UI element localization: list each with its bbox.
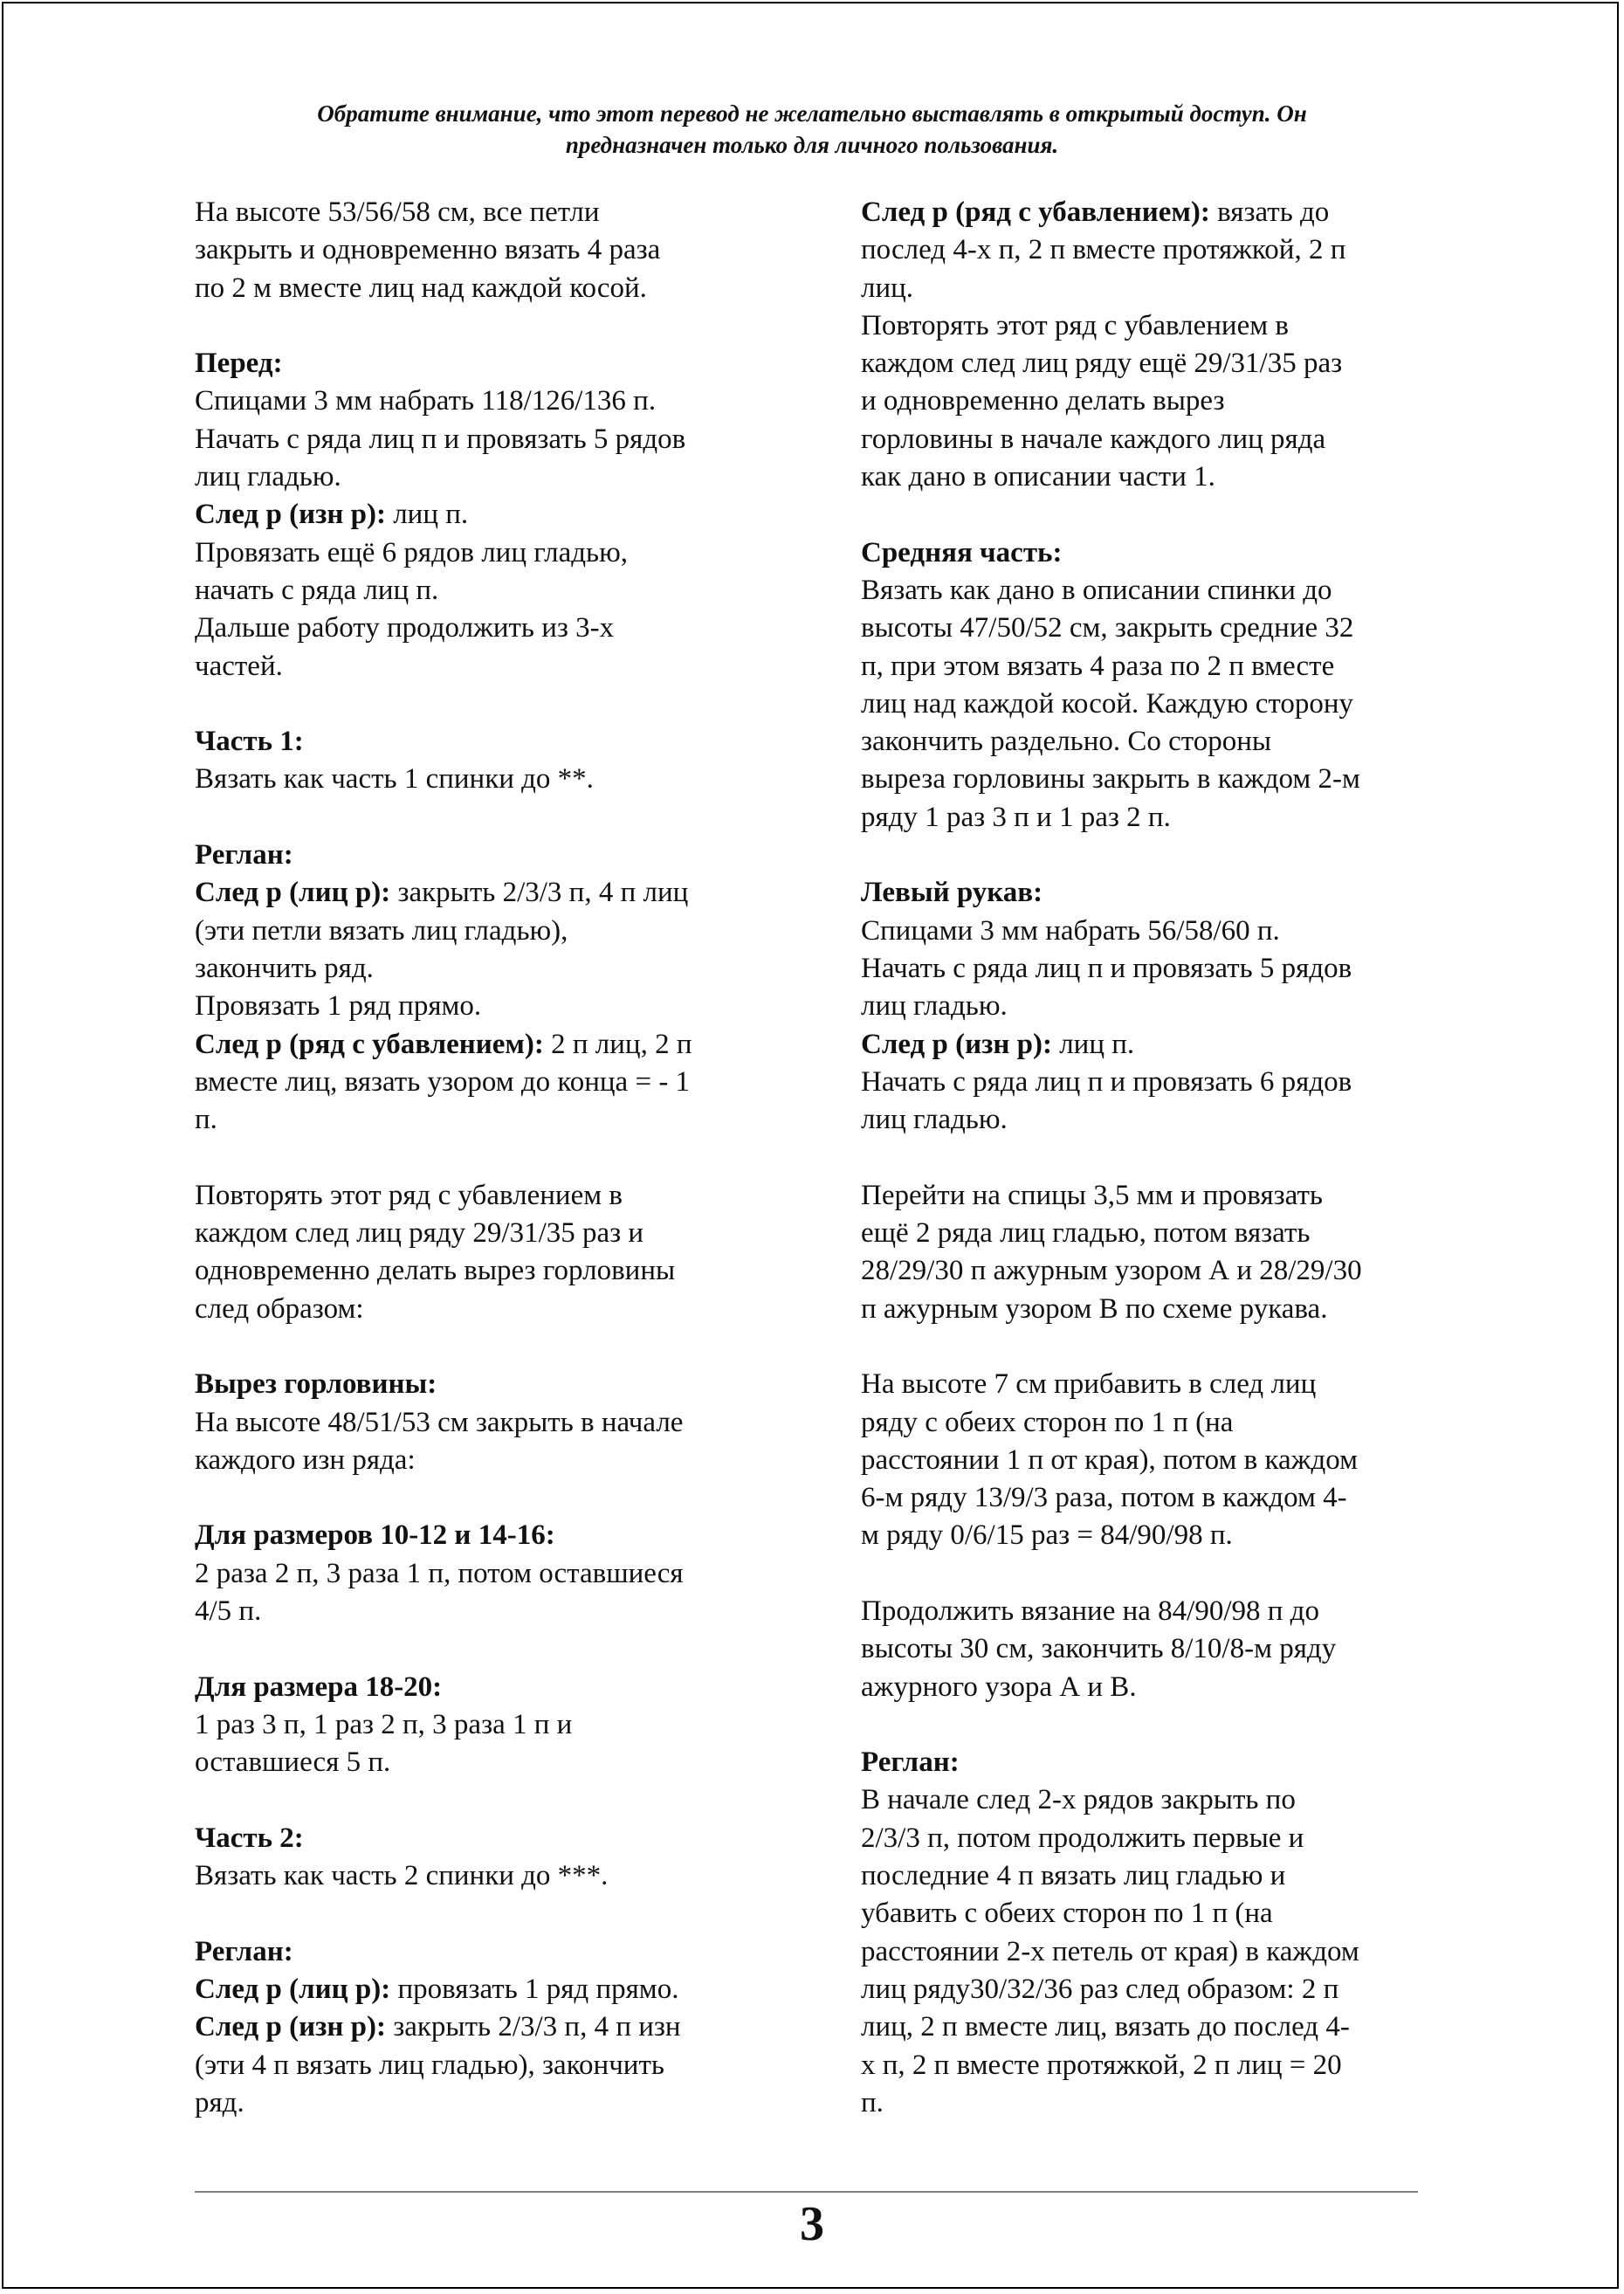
sleeve-heading: Левый рукав:: [861, 877, 1043, 909]
notice-line-2: предназначен только для личного пользования.: [565, 132, 1059, 158]
neck-text: На высоте 48/51/53 см закрыть в начале каждого изн ряда:: [195, 1406, 684, 1476]
raglan2-row1-label: След р (лиц р):: [195, 1973, 391, 2005]
raglan2-heading: Реглан:: [195, 1935, 293, 1967]
page-number: 3: [800, 2197, 824, 2251]
raglan2-row1-text: провязать 1 ряд прямо.: [390, 1973, 679, 2005]
front-text: Спицами 3 мм набрать 118/126/136 п. Начать с ряда лиц п и провязать 5 рядов лиц гладью.: [195, 385, 686, 493]
privacy-notice: [175, 98, 1449, 161]
raglan2-row2-text: закрыть 2/3/3 п, 4 п изн (эти 4 п вязать лиц гладью), закончить ряд.: [195, 2011, 681, 2118]
front-heading: Перед:: [195, 348, 283, 380]
part1-text: Вязать как часть 1 спинки до **.: [195, 763, 594, 796]
sleeve-text: Спицами 3 мм набрать 56/58/60 п. Начать с ряда лиц п и провязать 5 рядов лиц гладью.: [861, 914, 1352, 1023]
raglan1-row1-paragraph: [195, 874, 788, 988]
notice-line-1: Обратите внимание, что этот перевод не желательно выставлять в открытый доступ. Он: [317, 100, 1307, 127]
raglan1-row1-text: закрыть 2/3/3 п, 4 п лиц (эти петли вязать лиц гладью), закончить ряд.: [195, 877, 689, 984]
part1-heading: Часть 1:: [195, 726, 304, 758]
raglan1-row2-paragraph: [195, 1026, 788, 1140]
sizes1-heading: Для размеров 10-12 и 14-16:: [195, 1519, 555, 1552]
repeat-paragraph: Повторять этот ряд с убавлением в каждом след лиц ряду 29/31/35 раз и одновременно делать вырез горловины след образом:: [195, 1179, 676, 1325]
decrease-row-paragraph: [861, 194, 1455, 307]
raglan2-row2-paragraph: [195, 2008, 788, 2122]
raglan2-row2-label: След р (изн р):: [195, 2011, 386, 2043]
raglan1-text: Провязать 1 ряд прямо.: [195, 990, 482, 1023]
continue-paragraph: Продолжить вязание на 84/90/98 п до высоты 30 см, закончить 8/10/8-м ряду ажурного узора А и В.: [861, 1595, 1337, 1703]
size2-text: 1 раз 3 п, 1 раз 2 п, 3 раза 1 п и оставшиеся 5 п.: [195, 1708, 573, 1779]
size2-heading: Для размера 18-20:: [195, 1671, 443, 1703]
raglan2-row1-paragraph: [195, 1971, 788, 2008]
sleeve-raglan-heading: Реглан:: [861, 1746, 960, 1779]
sleeve-raglan-text: В начале след 2-х рядов закрыть по 2/3/3 п, потом продолжить первые и последние 4 п вязать лиц гладью и убавить с обеих сторон по 1 п (на расстоянии 2-х петель от края) в каждом лиц ряду30/32/36 раз след образом: 2 п лиц, 2 п вместе лиц, вязать до послед 4- х п, 2 п вместе протяжкой, 2 п лиц = 20 п.: [861, 1784, 1359, 2118]
increase-paragraph: На высоте 7 см прибавить в след лиц ряду с обеих сторон по 1 п (на расстоянии 1 п от края), потом в каждом 6-м ряду 13/9/3 раза, потом в каждом 4- м ряду 0/6/15 раз = 84/90/98 п.: [861, 1368, 1359, 1552]
sleeve-row-label: След р (изн р):: [861, 1028, 1052, 1060]
neck-heading: Вырез горловины:: [195, 1368, 437, 1401]
raglan1-row2-label: След р (ряд с убавлением):: [195, 1028, 544, 1060]
front-row-paragraph: [195, 496, 788, 534]
right-repeat-paragraph: Повторять этот ряд с убавлением в каждом след лиц ряду ещё 29/31/35 раз и одновременно делать вырез горловины в начале каждого лиц ряда как дано в описании части 1.: [861, 309, 1343, 493]
raglan1-heading: Реглан:: [195, 839, 293, 871]
front-row-label: След р (изн р):: [195, 499, 386, 531]
raglan1-row2-text: 2 п лиц, 2 п вместе лиц, вязать узором до конца = - 1 п.: [195, 1028, 692, 1136]
sleeve-text-2: Начать с ряда лиц п и провязать 6 рядов лиц гладью.: [861, 1065, 1352, 1136]
middle-heading: Средняя часть:: [861, 536, 1063, 568]
needles-paragraph: Перейти на спицы 3,5 мм и провязать ещё 2 ряда лиц гладью, потом вязать 28/29/30 п ажурным узором А и 28/29/30 п ажурным узором В по схеме рукава.: [861, 1179, 1362, 1325]
front-text-2: Провязать ещё 6 рядов лиц гладью, начать с ряда лиц п. Дальше работу продолжить из 3-х частей.: [195, 536, 628, 682]
part2-heading: Часть 2:: [195, 1822, 304, 1854]
sleeve-row-paragraph: [861, 1026, 1455, 1064]
raglan1-row1-label: След р (лиц р):: [195, 877, 391, 909]
footer-divider: [195, 2191, 1418, 2193]
intro-paragraph: На высоте 53/56/58 см, все петли закрыть и одновременно вязать 4 раза по 2 м вместе лиц над каждой косой.: [195, 196, 661, 304]
decrease-row-text: вязать до послед 4-х п, 2 п вместе протяжкой, 2 п лиц.: [861, 196, 1346, 304]
sleeve-row-text: лиц п.: [1051, 1028, 1135, 1060]
part2-text: Вязать как часть 2 спинки до ***.: [195, 1860, 609, 1892]
decrease-row-label: След р (ряд с убавлением):: [861, 196, 1210, 228]
front-row-text: лиц п.: [385, 499, 469, 531]
left-column: [195, 194, 788, 2122]
right-column: [861, 194, 1455, 2122]
sizes1-text: 2 раза 2 п, 3 раза 1 п, потом оставшиеся 4/5 п.: [195, 1557, 684, 1627]
middle-text: Вязать как дано в описании спинки до высоты 47/50/52 см, закрыть средние 32 п, при этом вязать 4 раза по 2 п вместе лиц над каждой косой. Каждую сторону закончить раздельно. Со стороны выреза горловины закрыть в каждом 2-м ряду 1 раз 3 п и 1 раз 2 п.: [861, 574, 1360, 833]
